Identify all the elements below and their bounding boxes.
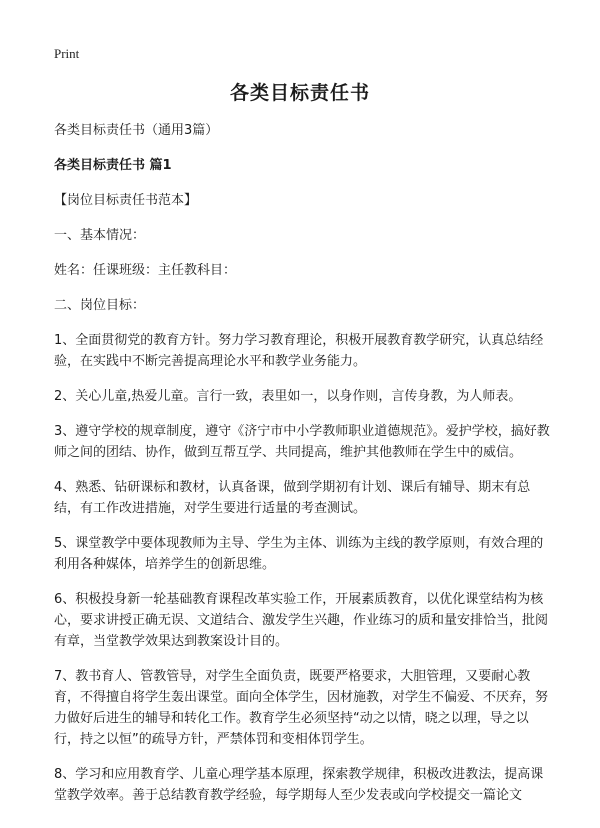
document-body [54, 120, 554, 806]
goal-item: 1、全面贯彻党的教育方针。努力学习教育理论，积极开展教育教学研究，认真总结经验，在实践中不断完善提高理论水平和教学业务能力。 [54, 333, 544, 369]
sample-label: 【岗位目标责任书范本】 [54, 193, 198, 208]
print-link[interactable]: Print [54, 46, 80, 61]
goal-item: 8、学习和应用教育学、儿童心理学基本原理，探索教学规律，积极改进教法，提高课堂教学效率。善于总结教育教学经验，每学期每人至少发表或向学校提交一篇论文 [54, 767, 544, 803]
document-subtitle: 各类目标责任书（通用3篇） [54, 123, 219, 138]
section-heading: 各类目标责任书 篇1 [54, 158, 172, 173]
document-title: 各类目标责任书 [229, 82, 370, 104]
goal-item: 7、教书育人、管教管导，对学生全面负责，既要严格要求，大胆管理，又要耐心教育，不得擅自将学生轰出课堂。面向全体学生，因材施教，对学生不偏爱、不厌弃，努力做好后进生的辅导和转化工作。教育学生必须坚持“动之以情，晓之以理，导之以行，持之以恒”的疏导方针，严禁体罚和变相体罚学生。 [54, 669, 549, 747]
basic-info-heading: 一、基本情况： [54, 228, 146, 243]
goal-item: 3、遵守学校的规章制度，遵守《济宁市中小学教师职业道德规范》。爱护学校，搞好教师之间的团结、协作，做到互帮互学、共同提高，维护其他教师在学生中的威信。 [54, 424, 550, 460]
goal-item: 6、积极投身新一轮基础教育课程改革实验工作，开展素质教育，以优化课堂结构为核心，要求讲授正确无误、文道结合、激发学生兴趣，作业练习的质和量安排恰当，批阅有章，当堂教学效果达到教案设计目的。 [54, 592, 549, 649]
basic-info-fields: 姓名：任课班级：主任教科目： [54, 263, 237, 278]
goals-heading: 二、岗位目标： [54, 298, 146, 313]
goal-item: 5、课堂教学中要体现教师为主导、学生为主体、训练为主线的教学原则，有效合理的利用各种媒体，培养学生的创新思维。 [54, 536, 544, 572]
goal-item: 2、关心儿童,热爱儿童。言行一致，表里如一，以身作则，言传身教，为人师表。 [54, 389, 522, 404]
goal-item: 4、熟悉、钻研课标和教材，认真备课，做到学期初有计划、课后有辅导、期末有总结，有工作改进措施，对学生要进行适量的考查测试。 [54, 480, 531, 516]
